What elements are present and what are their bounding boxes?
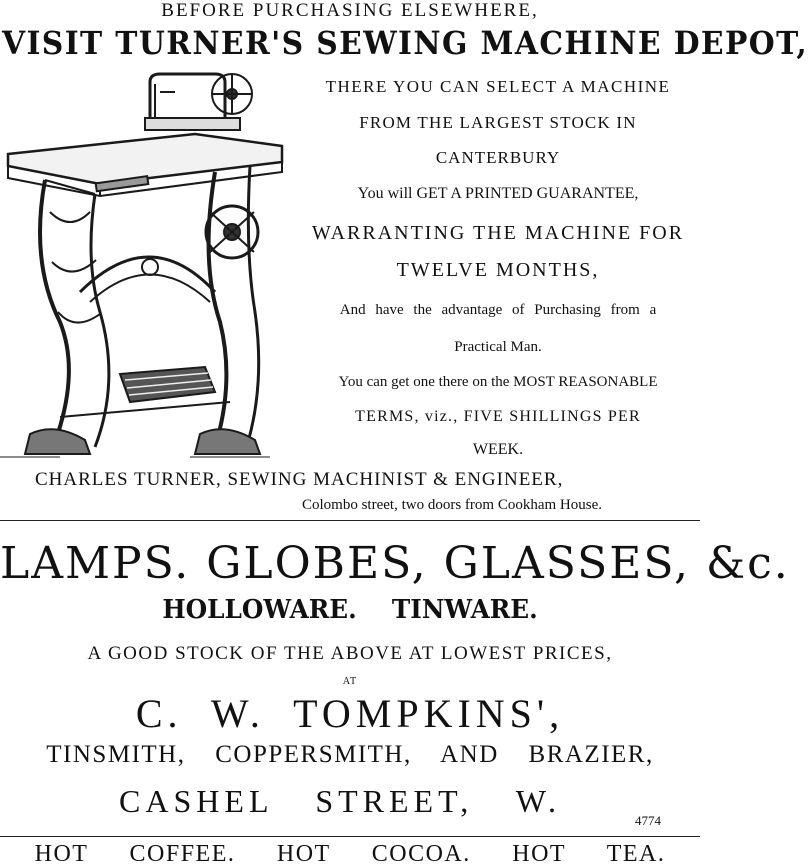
headline: VISIT TURNER'S SEWING MACHINE DEPOT, — [2, 24, 808, 62]
ad-reference-number: 4774 — [635, 813, 661, 828]
ad-line-practical-man: Practical Man. — [454, 339, 542, 355]
lamps-heading: LAMPS. GLOBES, GLASSES, &c. — [0, 538, 790, 589]
divider — [0, 836, 700, 837]
ad-line-reasonable: You can get one there on the MOST REASONABLE — [338, 374, 658, 390]
ad-line-week: WEEK. — [472, 441, 524, 458]
ad-line-canterbury: CANTERBURY — [435, 148, 561, 167]
ad-line-twelve-months: TWELVE MONTHS, — [396, 259, 600, 281]
divider — [0, 520, 700, 521]
ad-line-stock: FROM THE LARGEST STOCK IN — [359, 113, 637, 132]
ad-line-select: THERE YOU CAN SELECT A MACHINE — [325, 77, 671, 96]
hot-drinks-line: HOT COFFEE. HOT COCOA. HOT TEA. — [34, 841, 666, 867]
ad-line-advantage: And have the advantage of Purchasing from a — [339, 302, 657, 318]
ad-line-terms: TERMS, viz., FIVE SHILLINGS PER — [355, 408, 641, 425]
sewing-machine-illustration — [0, 62, 290, 464]
merchant-street: CASHEL STREET, W. — [119, 783, 561, 819]
ad-line-guarantee: You will GET A PRINTED GUARANTEE, — [357, 185, 639, 202]
holloware-subheading: HOLLOWARE. TINWARE. — [162, 595, 538, 625]
stock-line: A GOOD STOCK OF THE ABOVE AT LOWEST PRICES, — [87, 643, 613, 664]
proprietor-address: Colombo street, two doors from Cookham House. — [302, 497, 602, 513]
at-line: AT — [342, 676, 358, 687]
merchant-name: C. W. TOMPKINS', — [135, 691, 565, 736]
merchant-trades: TINSMITH, COPPERSMITH, AND BRAZIER, — [46, 741, 654, 768]
proprietor-name: CHARLES TURNER, SEWING MACHINIST & ENGINEER, — [35, 469, 564, 490]
ad-line-warranting: WARRANTING THE MACHINE FOR — [311, 222, 685, 244]
preheading: BEFORE PURCHASING ELSEWHERE, — [161, 0, 539, 21]
